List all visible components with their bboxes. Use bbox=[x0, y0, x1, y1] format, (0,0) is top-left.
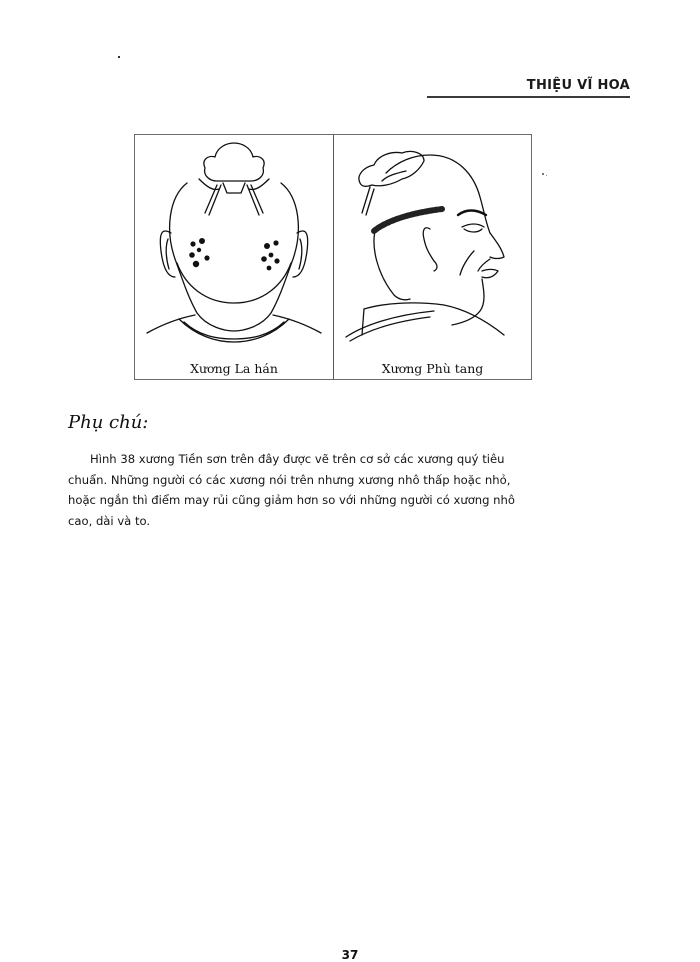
note-line: Hình 38 xương Tiền sơn trên đây được vẽ trên cơ sở các xương quý tiêu bbox=[90, 452, 505, 466]
figure-caption-phu-tang: Xương Phù tang bbox=[381, 361, 484, 376]
note-line: cao, dài và to. bbox=[68, 513, 151, 528]
running-header bbox=[427, 78, 630, 98]
header-author-title: THIỆU VĨ HOA bbox=[526, 78, 630, 93]
note-line: chuẩn. Những người có các xương nói trên nhưng xương nhô thấp hoặc nhỏ, bbox=[68, 472, 511, 487]
figure-caption-la-han: Xương La hán bbox=[190, 361, 278, 376]
note-line: hoặc ngắn thì điểm may rủi cũng giảm hơn so với những người có xương nhô bbox=[68, 493, 515, 507]
page-number: 37 bbox=[341, 948, 359, 962]
header-rule bbox=[427, 96, 630, 98]
illustration-figure bbox=[134, 134, 532, 380]
scan-speck bbox=[542, 173, 544, 175]
note-heading: Phụ chú: bbox=[68, 412, 149, 433]
figure-panel-la-han bbox=[135, 135, 333, 379]
note-paragraph bbox=[68, 449, 635, 531]
back-of-head-drawing-icon bbox=[135, 135, 333, 355]
scan-speck bbox=[118, 56, 120, 58]
side-profile-head-drawing-icon bbox=[334, 135, 531, 355]
scan-speck bbox=[546, 175, 547, 176]
figure-panel-phu-tang bbox=[334, 135, 531, 379]
